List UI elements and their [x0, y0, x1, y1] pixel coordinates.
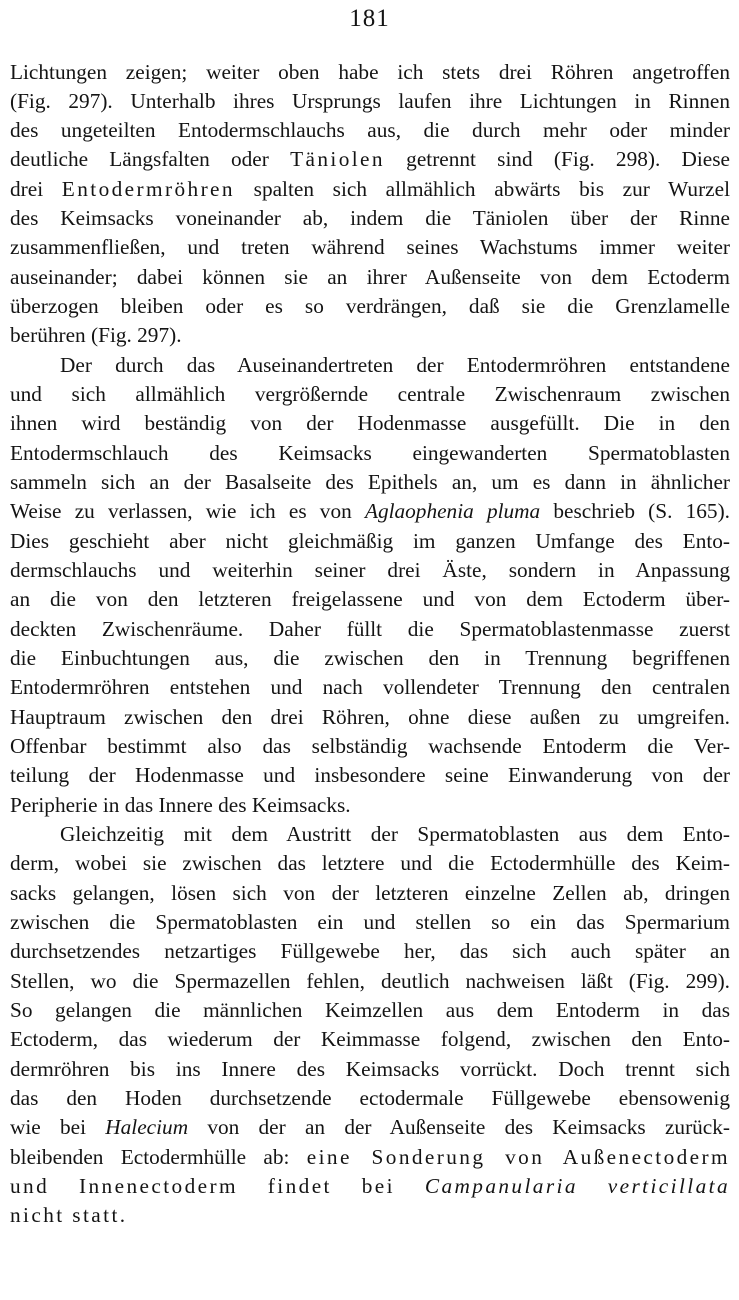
text-line: berühren (Fig. 297). — [10, 323, 182, 347]
spaced-emphasis: und Innenectoderm findet bei — [10, 1174, 425, 1198]
text-line: Weise zu verlassen, wie ich es von Aglaophenia pluma beschrieb (S. 165). — [10, 499, 730, 523]
text-line: Entodermschlauch des Keimsacks eingewanderten Spermatoblasten — [10, 441, 730, 465]
text-line: Dies geschieht aber nicht gleichmäßig im ganzen Umfange des Ento- — [10, 529, 730, 553]
spaced-term: Entodermröhren — [61, 177, 235, 201]
text-line: und sich allmählich vergrößernde centrale Zwischenraum zwischen — [10, 382, 730, 406]
text-line: wie bei Halecium von der an der Außenseite des Keimsacks zurück- — [10, 1115, 731, 1139]
species-name: Aglaophenia pluma — [364, 499, 541, 523]
text-line: dermschlauchs und weiterhin seiner drei Äste, sondern in Anpassung — [10, 558, 730, 582]
text-line: drei Entodermröhren spalten sich allmählich abwärts bis zur Wurzel — [10, 177, 730, 201]
paragraph-start-line: Gleichzeitig mit dem Austritt der Spermatoblasten aus dem Ento- — [60, 822, 730, 846]
paragraph-start-line: Der durch das Auseinandertreten der Entodermröhren entstandene — [60, 353, 730, 377]
text-line: auseinander; dabei können sie an ihrer Außenseite von dem Ectoderm — [10, 265, 730, 289]
text-line: überzogen bleiben oder es so verdrängen, daß sie die Grenzlamelle — [10, 294, 730, 318]
text-line: (Fig. 297). Unterhalb ihres Ursprungs laufen ihre Lichtungen in Rinnen — [10, 89, 730, 113]
text-line: deckten Zwischenräume. Daher füllt die Spermatoblastenmasse zuerst — [10, 617, 730, 641]
text-line: die Einbuchtungen aus, die zwischen den in Trennung begriffenen — [10, 646, 730, 670]
text-line: zwischen die Spermatoblasten ein und stellen so ein das Spermarium — [10, 910, 730, 934]
text-line: Peripherie in das Innere des Keimsacks. — [10, 793, 351, 817]
spaced-emphasis: eine Sonderung von Außenectoderm — [306, 1145, 730, 1169]
text-line: Hauptraum zwischen den drei Röhren, ohne diese außen zu umgreifen. — [10, 705, 730, 729]
text-line: dermröhren bis ins Innere des Keimsacks vorrückt. Doch trennt sich — [10, 1057, 730, 1081]
text-line: des ungeteilten Entodermschlauchs aus, die durch mehr oder minder — [10, 118, 730, 142]
text-line: teilung der Hodenmasse und insbesondere seine Einwanderung von der — [10, 763, 730, 787]
text-line: sammeln sich an der Basalseite des Epithels an, um es dann in ähnlicher — [10, 470, 730, 494]
text-line — [10, 1172, 730, 1200]
text-line: des Keimsacks voneinander ab, indem die Täniolen über der Rinne — [10, 206, 730, 230]
text-line: ihnen wird beständig von der Hodenmasse ausgefüllt. Die in den — [10, 411, 730, 435]
text-line: bleibenden Ectodermhülle ab: eine Sonderung von Außenectoderm — [10, 1145, 730, 1169]
text-line: Stellen, wo die Spermazellen fehlen, deutlich nachweisen läßt (Fig. 299). — [10, 969, 730, 993]
species-name: Halecium — [105, 1115, 189, 1139]
text-line: sacks gelangen, lösen sich von der letzteren einzelne Zellen ab, dringen — [10, 881, 730, 905]
text-line: deutliche Längsfalten oder Täniolen getrennt sind (Fig. 298). Diese — [10, 147, 730, 171]
text-line: das den Hoden durchsetzende ectodermale Füllgewebe ebensowenig — [10, 1086, 730, 1110]
text-line — [10, 1201, 730, 1229]
text-line: Entodermröhren entstehen und nach vollendeter Trennung den centralen — [10, 675, 730, 699]
text-line: zusammenfließen, und treten während seines Wachstums immer weiter — [10, 235, 730, 259]
text-line: Offenbar bestimmt also das selbständig wachsende Entoderm die Ver- — [10, 734, 730, 758]
text-line: Lichtungen zeigen; weiter oben habe ich stets drei Röhren angetroffen — [10, 60, 730, 84]
spaced-term: Täniolen — [290, 147, 385, 171]
text-line: So gelangen die männlichen Keimzellen aus dem Entoderm in das — [10, 998, 730, 1022]
text-line: an die von den letzteren freigelassene und von dem Ectoderm über- — [10, 587, 730, 611]
text-line: durchsetzendes netzartiges Füllgewebe her, das sich auch später an — [10, 939, 730, 963]
text-line: Ectoderm, das wiederum der Keimmasse folgend, zwischen den Ento- — [10, 1027, 730, 1051]
species-name: Campanularia verticillata — [424, 1174, 731, 1198]
page-number: 181 — [349, 5, 390, 32]
text-line: derm, wobei sie zwischen das letztere und die Ectodermhülle des Keim- — [10, 851, 730, 875]
spaced-emphasis: nicht statt. — [10, 1203, 128, 1227]
